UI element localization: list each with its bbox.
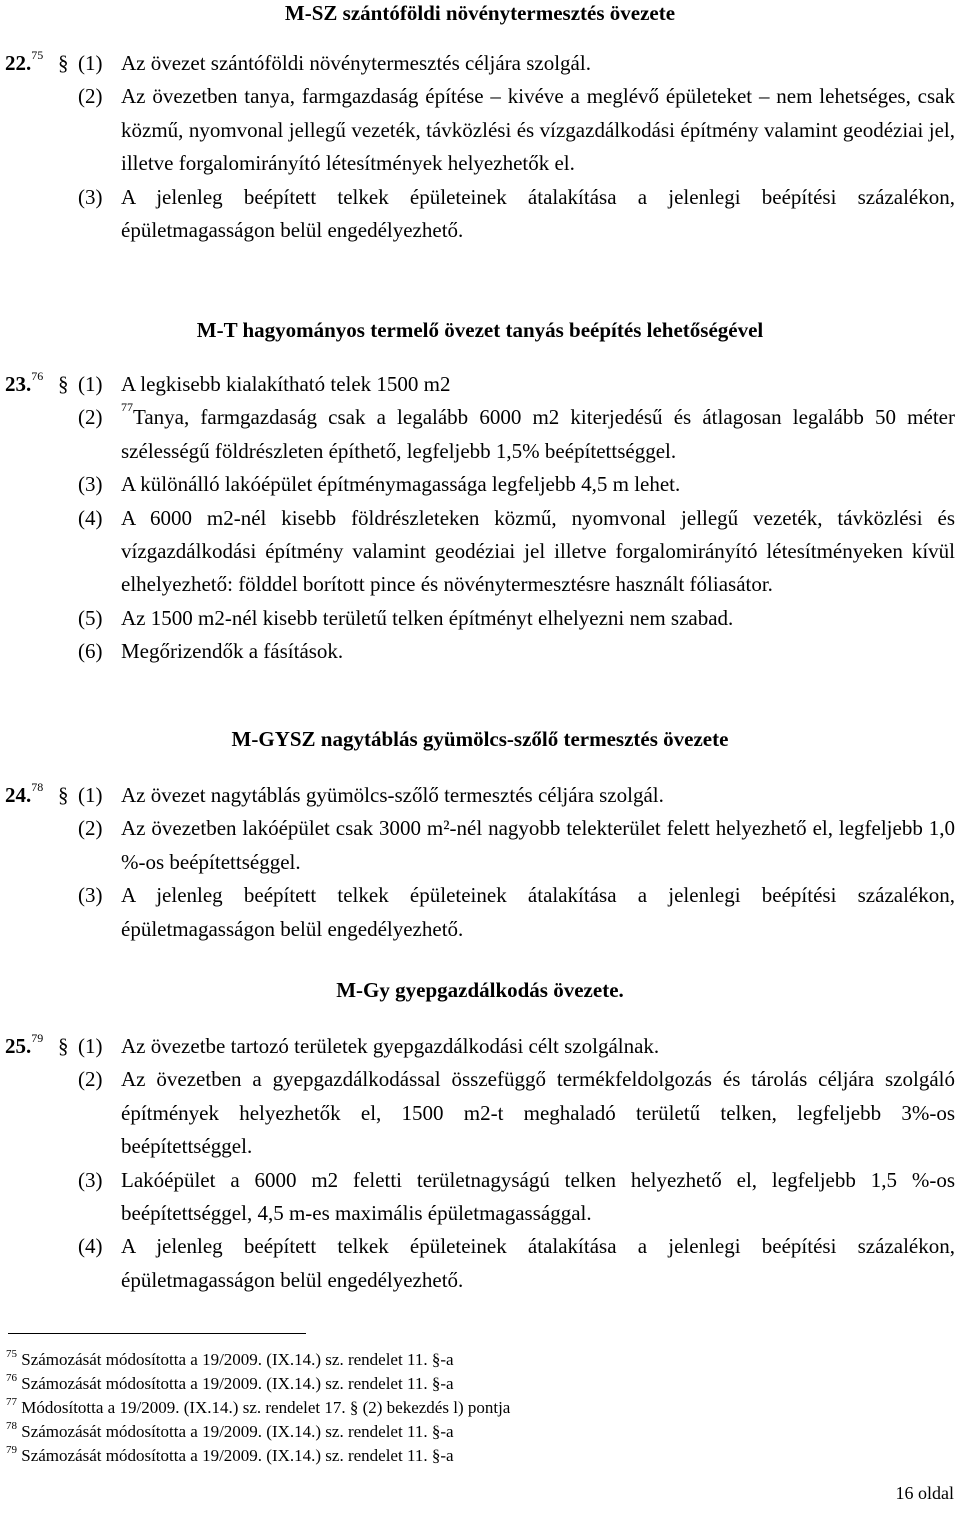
section-23 xyxy=(0,368,960,669)
paragraph-text: Az övezetben a gyepgazdálkodással összefüggő termékfeldolgozás és tárolás céljára szolgáló építmények helyezhetők el, 1500 m2-t meghaladó területű telken, legfeljebb 3%-os beépítettséggel. xyxy=(121,1067,955,1159)
paragraph xyxy=(0,1164,960,1231)
paragraph-text: Az övezet nagytáblás gyümölcs-szőlő termesztés céljára szolgál. xyxy=(121,783,664,807)
paragraph-number: (4) xyxy=(78,1234,103,1259)
footnote-text: Számozását módosította a 19/2009. (IX.14.) sz. rendelet 11. §-a xyxy=(21,1422,454,1441)
paragraph-text: Az 1500 m2-nél kisebb területű telken építményt elhelyezni nem szabad. xyxy=(121,605,734,630)
paragraph xyxy=(0,468,960,501)
footnote-number: 78 xyxy=(6,1420,17,1432)
paragraph-text: A jelenleg beépített telkek épületeinek átalakítása a jelenlegi beépítési százalékon, épületmagasságon belül engedélyezhető. xyxy=(121,1234,955,1292)
section-sign: § xyxy=(58,51,69,75)
paragraph-text: A jelenleg beépített telkek épületeinek átalakítása a jelenlegi beépítési százalékon, épületmagasságon belül engedélyezhető. xyxy=(121,883,955,941)
paragraph-number: (4) xyxy=(78,505,103,530)
paragraph-number: (1) xyxy=(78,51,103,75)
paragraph-number: (2) xyxy=(78,816,103,841)
section-number: 23. xyxy=(5,372,32,396)
footnote xyxy=(6,1348,906,1372)
paragraph-number: (2) xyxy=(78,84,103,109)
paragraph xyxy=(0,879,960,946)
paragraph xyxy=(0,1063,960,1163)
footnote xyxy=(6,1420,906,1444)
heading-m-gysz: M-GYSZ nagytáblás gyümölcs-szőlő termesztés övezete xyxy=(231,727,729,751)
footnote-ref: 77 xyxy=(121,400,133,415)
footnotes xyxy=(6,1348,906,1468)
paragraph-text: A különálló lakóépület építménymagassága legfeljebb 4,5 m lehet. xyxy=(121,472,681,497)
paragraph xyxy=(0,368,960,401)
paragraph-text: Az övezetben tanya, farmgazdaság építése – kivéve a meglévő épületeket – nem lehetséges, csak közmű, nyomvonal jellegű vezeték, távközlési és vízgazdálkodási építmény valamint geodéziai jel, illetve forgalomirányító létesítmények helyezhetők el. xyxy=(121,84,955,176)
paragraph-text: Megőrizendők a fásítások. xyxy=(121,639,344,664)
footnote-ref: 75 xyxy=(31,48,44,62)
paragraph xyxy=(0,181,960,248)
paragraph xyxy=(0,602,960,635)
paragraph xyxy=(0,47,960,80)
footnote-ref: 79 xyxy=(31,1031,44,1045)
paragraph-text: Az övezetben lakóépület csak 3000 m²-nél nagyobb telekterület felett helyezhető el, legfeljebb 1,0 %-os beépítettséggel. xyxy=(121,816,955,874)
section-25 xyxy=(0,1030,960,1297)
paragraph xyxy=(0,1230,960,1297)
paragraph-number: (2) xyxy=(78,405,103,430)
paragraph xyxy=(0,80,960,180)
heading-m-gy: M-Gy gyepgazdálkodás övezete. xyxy=(336,978,624,1002)
footnote-text: Számozását módosította a 19/2009. (IX.14.) sz. rendelet 11. §-a xyxy=(21,1350,454,1369)
paragraph-number: (1) xyxy=(78,372,103,396)
footnote-text: Számozását módosította a 19/2009. (IX.14.) sz. rendelet 11. §-a xyxy=(21,1446,454,1465)
paragraph xyxy=(0,401,960,468)
paragraph xyxy=(0,812,960,879)
footnote-ref: 78 xyxy=(31,780,44,794)
footnote-number: 76 xyxy=(6,1372,17,1384)
section-sign: § xyxy=(58,372,69,396)
paragraph-number: (1) xyxy=(78,1034,103,1058)
paragraph-number: (6) xyxy=(78,639,103,664)
paragraph-number: (3) xyxy=(78,883,103,908)
section-24 xyxy=(0,779,960,946)
section-sign: § xyxy=(58,1034,69,1058)
paragraph-text: Lakóépület a 6000 m2 feletti területnagyságú telken helyezhető el, legfeljebb 1,5 %-os beépítettséggel, 4,5 m-es maximális épületmagassággal. xyxy=(121,1167,955,1226)
footnote-ref: 76 xyxy=(31,369,44,383)
footnote-number: 75 xyxy=(6,1348,17,1360)
paragraph-text: A jelenleg beépített telkek épületeinek átalakítása a jelenlegi beépítési százalékon, épületmagasságon belül engedélyezhető. xyxy=(121,184,955,243)
paragraph-number: (5) xyxy=(78,605,103,630)
section-number: 22. xyxy=(5,51,32,75)
paragraph-text: A 6000 m2-nél kisebb földrészleteken közmű, nyomvonal jellegű vezeték, távközlési és vízgazdálkodási építmény valamint geodéziai jel illetve forgalomirányító létesítményeken kívül elhelyezhető: földdel borított pince és növénytermesztésre használt fóliasátor. xyxy=(121,505,955,597)
section-number: 24. xyxy=(5,783,32,807)
section-22 xyxy=(0,47,960,247)
paragraph-number: (3) xyxy=(78,472,103,497)
paragraph-number: (3) xyxy=(78,1167,103,1192)
footnote xyxy=(6,1372,906,1396)
paragraph-text: Az övezet szántóföldi növénytermesztés céljára szolgál. xyxy=(121,51,591,75)
footnote-divider xyxy=(8,1333,306,1334)
footnote-number: 79 xyxy=(6,1444,17,1456)
paragraph-text: Tanya, farmgazdaság csak a legalább 6000 m2 kiterjedésű és átlagosan legalább 50 méter szélességű földrészleten építhető, legfeljebb 1,5% beépítettséggel. xyxy=(121,405,955,463)
footnote-text: Számozását módosította a 19/2009. (IX.14.) sz. rendelet 11. §-a xyxy=(21,1374,454,1393)
section-sign: § xyxy=(58,783,69,807)
paragraph-text: Az övezetbe tartozó területek gyepgazdálkodási célt szolgálnak. xyxy=(121,1034,660,1058)
section-number: 25. xyxy=(5,1034,32,1058)
paragraph xyxy=(0,779,960,812)
paragraph-number: (1) xyxy=(78,783,103,807)
paragraph xyxy=(0,1030,960,1063)
paragraph-number: (3) xyxy=(78,184,103,209)
page-number: 16 oldal xyxy=(895,1483,954,1503)
footnote-text: Módosította a 19/2009. (IX.14.) sz. rendelet 17. § (2) bekezdés l) pontja xyxy=(21,1398,511,1417)
footnote-number: 77 xyxy=(6,1396,17,1408)
heading-m-sz: M-SZ szántóföldi növénytermesztés övezete xyxy=(284,1,676,25)
paragraph xyxy=(0,502,960,602)
footnote xyxy=(6,1396,906,1420)
paragraph-text: A legkisebb kialakítható telek 1500 m2 xyxy=(121,372,451,396)
paragraph xyxy=(0,635,960,668)
footnote xyxy=(6,1444,906,1468)
heading-m-t: M-T hagyományos termelő övezet tanyás beépítés lehetőségével xyxy=(196,318,764,342)
paragraph-number: (2) xyxy=(78,1067,103,1092)
